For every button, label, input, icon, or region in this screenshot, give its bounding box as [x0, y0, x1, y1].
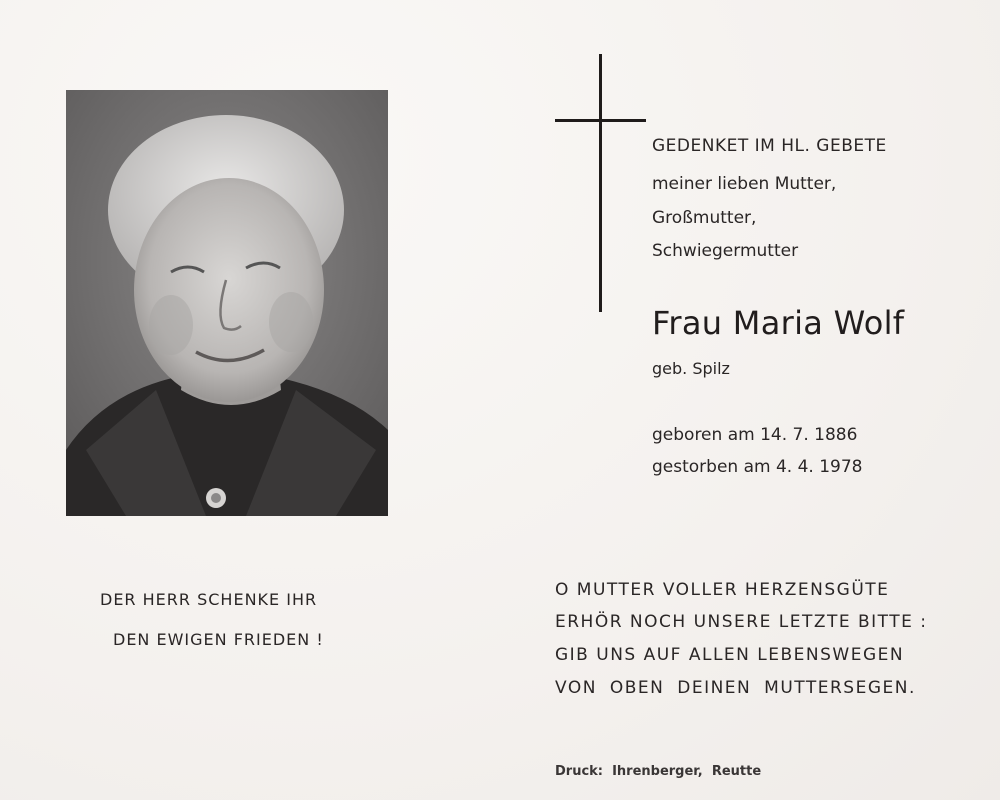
peace-line-2: DEN EWIGEN FRIEDEN !: [113, 630, 324, 649]
death-date: gestorben am 4. 4. 1978: [652, 457, 863, 477]
relation-mother: meiner lieben Mutter,: [652, 174, 837, 194]
relation-grandmother: Großmutter,: [652, 208, 757, 228]
printer-name: Ihrenberger,: [612, 764, 703, 779]
portrait-photo: [66, 90, 388, 516]
cross-horizontal-bar: [555, 119, 646, 122]
poem-line-1: O MUTTER VOLLER HERZENSGÜTE: [555, 580, 890, 600]
poem-line-4: VON OBEN DEINEN MUTTERSEGEN.: [555, 678, 916, 698]
poem-line-2: ERHÖR NOCH UNSERE LETZTE BITTE :: [555, 612, 928, 632]
relation-mother-in-law: Schwiegermutter: [652, 241, 799, 261]
birth-date: geboren am 14. 7. 1886: [652, 425, 858, 445]
printer-credit: [555, 764, 761, 779]
deceased-name: Frau Maria Wolf: [652, 304, 905, 342]
printer-place: Reutte: [711, 764, 762, 779]
maiden-name: geb. Spilz: [652, 359, 730, 378]
cross-vertical-bar: [599, 54, 602, 312]
poem-line-3: GIB UNS AUF ALLEN LEBENSWEGEN: [555, 645, 905, 665]
printer-label: Druck:: [555, 764, 604, 779]
peace-line-1: DER HERR SCHENKE IHR: [100, 590, 318, 609]
heading: GEDENKET IM HL. GEBETE: [652, 136, 887, 156]
